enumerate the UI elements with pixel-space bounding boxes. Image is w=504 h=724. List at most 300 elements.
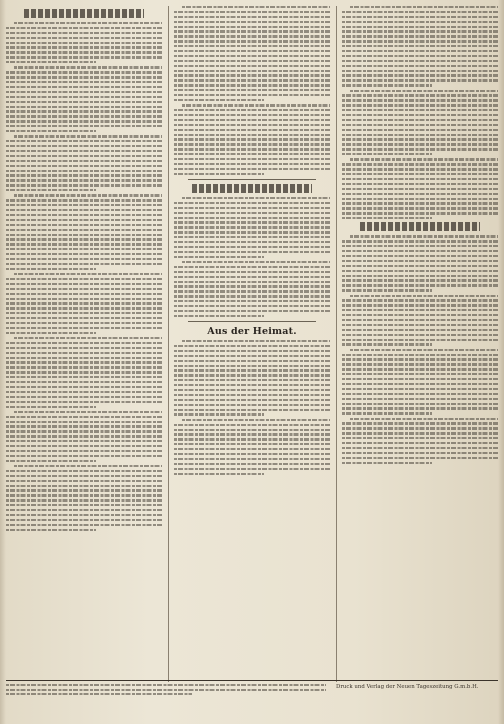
- text-line: [174, 241, 330, 243]
- text-line: [342, 94, 498, 96]
- text-line: [6, 445, 162, 447]
- text-line: [174, 143, 330, 145]
- text-line: [6, 76, 162, 78]
- text-line: [342, 255, 498, 257]
- text-line: [342, 275, 498, 277]
- text-line: [6, 435, 162, 437]
- text-line: [342, 11, 498, 13]
- text-line: [6, 37, 162, 39]
- text-line: [342, 363, 498, 365]
- paragraph: [342, 90, 498, 156]
- text-line: [342, 284, 498, 286]
- text-line: [342, 16, 498, 18]
- text-line: [6, 514, 162, 516]
- text-line: [14, 273, 162, 275]
- text-line: [342, 193, 498, 195]
- text-line: [174, 374, 330, 376]
- text-line: [342, 299, 498, 301]
- text-line: [174, 379, 330, 381]
- text-line: [6, 425, 162, 427]
- text-line: [174, 276, 330, 278]
- text-line: [6, 224, 162, 226]
- text-line: [6, 165, 162, 167]
- text-line: [174, 26, 330, 28]
- text-line: [6, 125, 162, 127]
- text-line: [350, 295, 498, 297]
- paragraph: [174, 6, 330, 101]
- text-line: [6, 248, 162, 250]
- text-line: [342, 457, 498, 459]
- text-line: [6, 391, 162, 393]
- text-line: [6, 81, 162, 83]
- text-line: [342, 343, 432, 345]
- text-line: [6, 234, 162, 236]
- text-line: [342, 329, 498, 331]
- text-line: [174, 246, 330, 248]
- text-line: [6, 430, 162, 432]
- section-heading: [192, 184, 312, 193]
- text-line: [174, 413, 264, 415]
- text-line: [342, 50, 498, 52]
- text-line: [6, 61, 96, 63]
- column-3: [336, 6, 498, 682]
- text-line: [182, 197, 330, 199]
- paragraph: [342, 6, 498, 87]
- text-line: [174, 399, 330, 401]
- text-line: [342, 129, 498, 131]
- text-line: [6, 243, 162, 245]
- text-line: [14, 66, 162, 68]
- text-line: [6, 494, 162, 496]
- text-line: [174, 384, 330, 386]
- text-line: [174, 409, 330, 411]
- text-line: [6, 307, 162, 309]
- text-line: [174, 281, 330, 283]
- text-line: [6, 214, 162, 216]
- text-line: [342, 383, 498, 385]
- column-1: [6, 6, 162, 682]
- text-line: [182, 104, 330, 106]
- text-line: [6, 396, 162, 398]
- text-line: [174, 74, 330, 76]
- text-line: [342, 403, 498, 405]
- text-line: [6, 189, 96, 191]
- text-line: [6, 327, 162, 329]
- text-line: [342, 183, 498, 185]
- text-line: [14, 194, 162, 196]
- text-line: [350, 90, 498, 92]
- text-line: [6, 298, 162, 300]
- text-line: [6, 524, 162, 526]
- text-line: [174, 94, 330, 96]
- text-line: [342, 202, 498, 204]
- text-line: [174, 124, 330, 126]
- imprint-left-line: [6, 693, 192, 695]
- text-line: [6, 529, 96, 531]
- text-line: [342, 393, 498, 395]
- text-line: [342, 65, 498, 67]
- text-line: [6, 455, 162, 457]
- text-line: [174, 271, 330, 273]
- text-line: [174, 40, 330, 42]
- text-line: [174, 350, 330, 352]
- text-line: [342, 412, 432, 414]
- text-line: [174, 404, 330, 406]
- text-line: [342, 134, 498, 136]
- text-line: [174, 369, 330, 371]
- text-line: [6, 253, 162, 255]
- text-line: [14, 465, 162, 467]
- text-line: [14, 22, 162, 24]
- text-line: [342, 265, 498, 267]
- paragraph: [6, 273, 162, 334]
- text-line: [342, 334, 498, 336]
- text-line: [342, 447, 498, 449]
- text-line: [14, 411, 162, 413]
- text-line: [182, 340, 330, 342]
- text-line: [6, 199, 162, 201]
- text-line: [6, 347, 162, 349]
- text-line: [6, 86, 162, 88]
- text-line: [6, 140, 162, 142]
- section-heading: [360, 222, 480, 231]
- text-line: [6, 258, 162, 260]
- text-line: [6, 209, 162, 211]
- paragraph: [6, 66, 162, 132]
- text-line: [174, 158, 330, 160]
- text-line: [342, 270, 498, 272]
- text-line: [174, 129, 330, 131]
- paragraph: [342, 349, 498, 415]
- text-line: [342, 437, 498, 439]
- text-line: [342, 21, 498, 23]
- paragraph: [6, 22, 162, 63]
- text-line: [342, 427, 498, 429]
- text-line: [174, 256, 264, 258]
- text-line: [6, 302, 162, 304]
- text-line: [174, 236, 330, 238]
- text-line: [6, 475, 162, 477]
- text-line: [6, 27, 162, 29]
- text-line: [174, 266, 330, 268]
- text-line: [342, 40, 498, 42]
- text-line: [342, 354, 498, 356]
- text-line: [342, 442, 498, 444]
- text-line: [6, 184, 162, 186]
- text-line: [342, 319, 498, 321]
- text-line: [6, 322, 162, 324]
- text-line: [342, 378, 498, 380]
- text-line: [174, 458, 330, 460]
- text-line: [342, 99, 498, 101]
- text-line: [6, 485, 162, 487]
- text-line: [6, 480, 162, 482]
- text-line: [6, 450, 162, 452]
- text-line: [182, 261, 330, 263]
- text-line: [342, 407, 498, 409]
- text-line: [342, 119, 498, 121]
- text-line: [6, 106, 162, 108]
- text-line: [6, 101, 162, 103]
- paragraph: [174, 419, 330, 475]
- text-line: [6, 170, 162, 172]
- text-line: [174, 394, 330, 396]
- text-line: [6, 160, 162, 162]
- text-line: [342, 398, 498, 400]
- text-line: [6, 509, 162, 511]
- text-line: [174, 21, 330, 23]
- text-line: [174, 305, 330, 307]
- text-line: [6, 283, 162, 285]
- page-edge-right: [498, 0, 504, 724]
- text-line: [174, 365, 330, 367]
- text-line: [342, 358, 498, 360]
- paragraph: [174, 197, 330, 258]
- text-line: [174, 310, 330, 312]
- text-line: [342, 324, 498, 326]
- text-line: [6, 42, 162, 44]
- text-line: [342, 148, 498, 150]
- text-line: [174, 45, 330, 47]
- text-line: [342, 30, 498, 32]
- text-line: [6, 312, 162, 314]
- text-line: [6, 56, 162, 58]
- text-line: [174, 300, 330, 302]
- text-line: [342, 138, 498, 140]
- text-line: [6, 32, 162, 34]
- text-line: [342, 84, 432, 86]
- text-line: [6, 460, 96, 462]
- text-line: [6, 219, 162, 221]
- text-line: [174, 285, 330, 287]
- text-line: [342, 212, 498, 214]
- text-line: [6, 519, 162, 521]
- text-line: [174, 231, 330, 233]
- text-line: [6, 361, 162, 363]
- text-line: [350, 6, 498, 8]
- text-line: [174, 360, 330, 362]
- text-line: [342, 339, 498, 341]
- text-line: [174, 226, 330, 228]
- text-line: [182, 6, 330, 8]
- text-line: [342, 114, 498, 116]
- text-line: [14, 135, 162, 137]
- text-line: [6, 130, 96, 132]
- text-line: [6, 263, 162, 265]
- text-line: [174, 438, 330, 440]
- text-line: [174, 433, 330, 435]
- text-line: [342, 373, 498, 375]
- text-line: [174, 473, 264, 475]
- text-line: [174, 468, 330, 470]
- paragraph: [6, 465, 162, 531]
- text-line: [342, 153, 432, 155]
- text-line: [174, 153, 330, 155]
- text-line: [342, 178, 498, 180]
- text-line: [342, 422, 498, 424]
- text-line: [342, 173, 498, 175]
- text-line: [342, 55, 498, 57]
- text-line: [174, 119, 330, 121]
- text-line: [6, 470, 162, 472]
- text-line: [174, 138, 330, 140]
- text-line: [6, 386, 162, 388]
- text-line: [342, 388, 498, 390]
- text-line: [342, 207, 498, 209]
- text-line: [6, 115, 162, 117]
- text-line: [342, 74, 498, 76]
- text-line: [174, 70, 330, 72]
- text-line: [342, 462, 432, 464]
- text-line: [174, 221, 330, 223]
- text-line: [342, 188, 498, 190]
- text-line: [174, 148, 330, 150]
- paragraph: [6, 135, 162, 191]
- section-heading: [24, 9, 144, 18]
- text-line: [342, 304, 498, 306]
- text-line: [174, 134, 330, 136]
- text-line: [342, 70, 498, 72]
- text-line: [174, 295, 330, 297]
- text-line: [174, 429, 330, 431]
- text-line: [342, 104, 498, 106]
- text-line: [6, 317, 162, 319]
- paragraph: [342, 158, 498, 219]
- text-line: [342, 60, 498, 62]
- text-line: [6, 51, 162, 53]
- text-line: [342, 452, 498, 454]
- text-line: [342, 250, 498, 252]
- text-line: [6, 342, 162, 344]
- paragraph: [342, 418, 498, 464]
- text-line: [174, 443, 330, 445]
- text-line: [174, 290, 330, 292]
- text-line: [342, 79, 498, 81]
- text-line: [174, 89, 330, 91]
- text-line: [342, 109, 498, 111]
- section-divider: [188, 179, 316, 180]
- text-line: [174, 217, 330, 219]
- text-line: [174, 424, 330, 426]
- paragraph: [174, 340, 330, 416]
- publisher-credit: Druck und Verlag der Neuen Tageszeitung G.m.b.H.: [336, 684, 479, 690]
- text-line: [6, 145, 162, 147]
- text-line: [6, 120, 162, 122]
- paragraph: [342, 235, 498, 291]
- text-line: [6, 352, 162, 354]
- text-line: [6, 440, 162, 442]
- text-line: [6, 268, 96, 270]
- text-line: [174, 16, 330, 18]
- text-line: [342, 368, 498, 370]
- text-line: [174, 173, 264, 175]
- text-line: [174, 35, 330, 37]
- text-line: [6, 406, 96, 408]
- text-line: [182, 419, 330, 421]
- text-line: [342, 35, 498, 37]
- text-line: [174, 114, 330, 116]
- paragraph: [6, 337, 162, 408]
- text-line: [6, 91, 162, 93]
- text-line: [174, 345, 330, 347]
- text-line: [6, 96, 162, 98]
- text-line: [174, 109, 330, 111]
- text-line: [6, 179, 162, 181]
- text-line: [174, 50, 330, 52]
- text-line: [342, 143, 498, 145]
- text-line: [174, 65, 330, 67]
- imprint-left-line: [6, 689, 326, 691]
- text-line: [6, 229, 162, 231]
- text-line: [14, 337, 162, 339]
- paragraph: [6, 411, 162, 462]
- text-line: [174, 30, 330, 32]
- text-line: [174, 389, 330, 391]
- paragraph: [174, 104, 330, 175]
- text-line: [174, 99, 264, 101]
- text-line: [350, 235, 498, 237]
- text-line: [350, 158, 498, 160]
- text-line: [342, 163, 498, 165]
- imprint-footer: [6, 680, 498, 720]
- text-line: [342, 26, 498, 28]
- text-line: [174, 251, 330, 253]
- text-line: [6, 238, 162, 240]
- text-line: [350, 349, 498, 351]
- text-line: [174, 212, 330, 214]
- text-line: [174, 448, 330, 450]
- section-divider: [188, 321, 316, 322]
- text-line: [342, 245, 498, 247]
- text-line: [342, 279, 498, 281]
- paragraph: [6, 194, 162, 270]
- text-line: [350, 418, 498, 420]
- text-line: [342, 260, 498, 262]
- text-line: [6, 489, 162, 491]
- text-line: [342, 314, 498, 316]
- text-line: [174, 55, 330, 57]
- section-heading: Aus der Heimat.: [207, 326, 297, 338]
- text-line: [174, 315, 264, 317]
- column-container: [6, 6, 498, 682]
- text-line: [342, 198, 498, 200]
- text-line: [6, 71, 162, 73]
- text-line: [6, 174, 162, 176]
- text-line: [174, 163, 330, 165]
- text-line: [342, 124, 498, 126]
- text-line: [174, 207, 330, 209]
- text-line: [174, 202, 330, 204]
- text-line: [174, 463, 330, 465]
- text-line: [6, 155, 162, 157]
- text-line: [6, 288, 162, 290]
- text-line: [6, 401, 162, 403]
- imprint-left-line: [6, 684, 326, 686]
- text-line: [6, 381, 162, 383]
- paragraph: [174, 261, 330, 317]
- text-line: [6, 357, 162, 359]
- text-line: [342, 432, 498, 434]
- text-line: [174, 79, 330, 81]
- text-line: [6, 332, 96, 334]
- text-line: [342, 217, 432, 219]
- text-line: [6, 293, 162, 295]
- text-line: [6, 504, 162, 506]
- text-line: [6, 204, 162, 206]
- text-line: [342, 309, 498, 311]
- imprint-left: [6, 684, 326, 695]
- text-line: [174, 453, 330, 455]
